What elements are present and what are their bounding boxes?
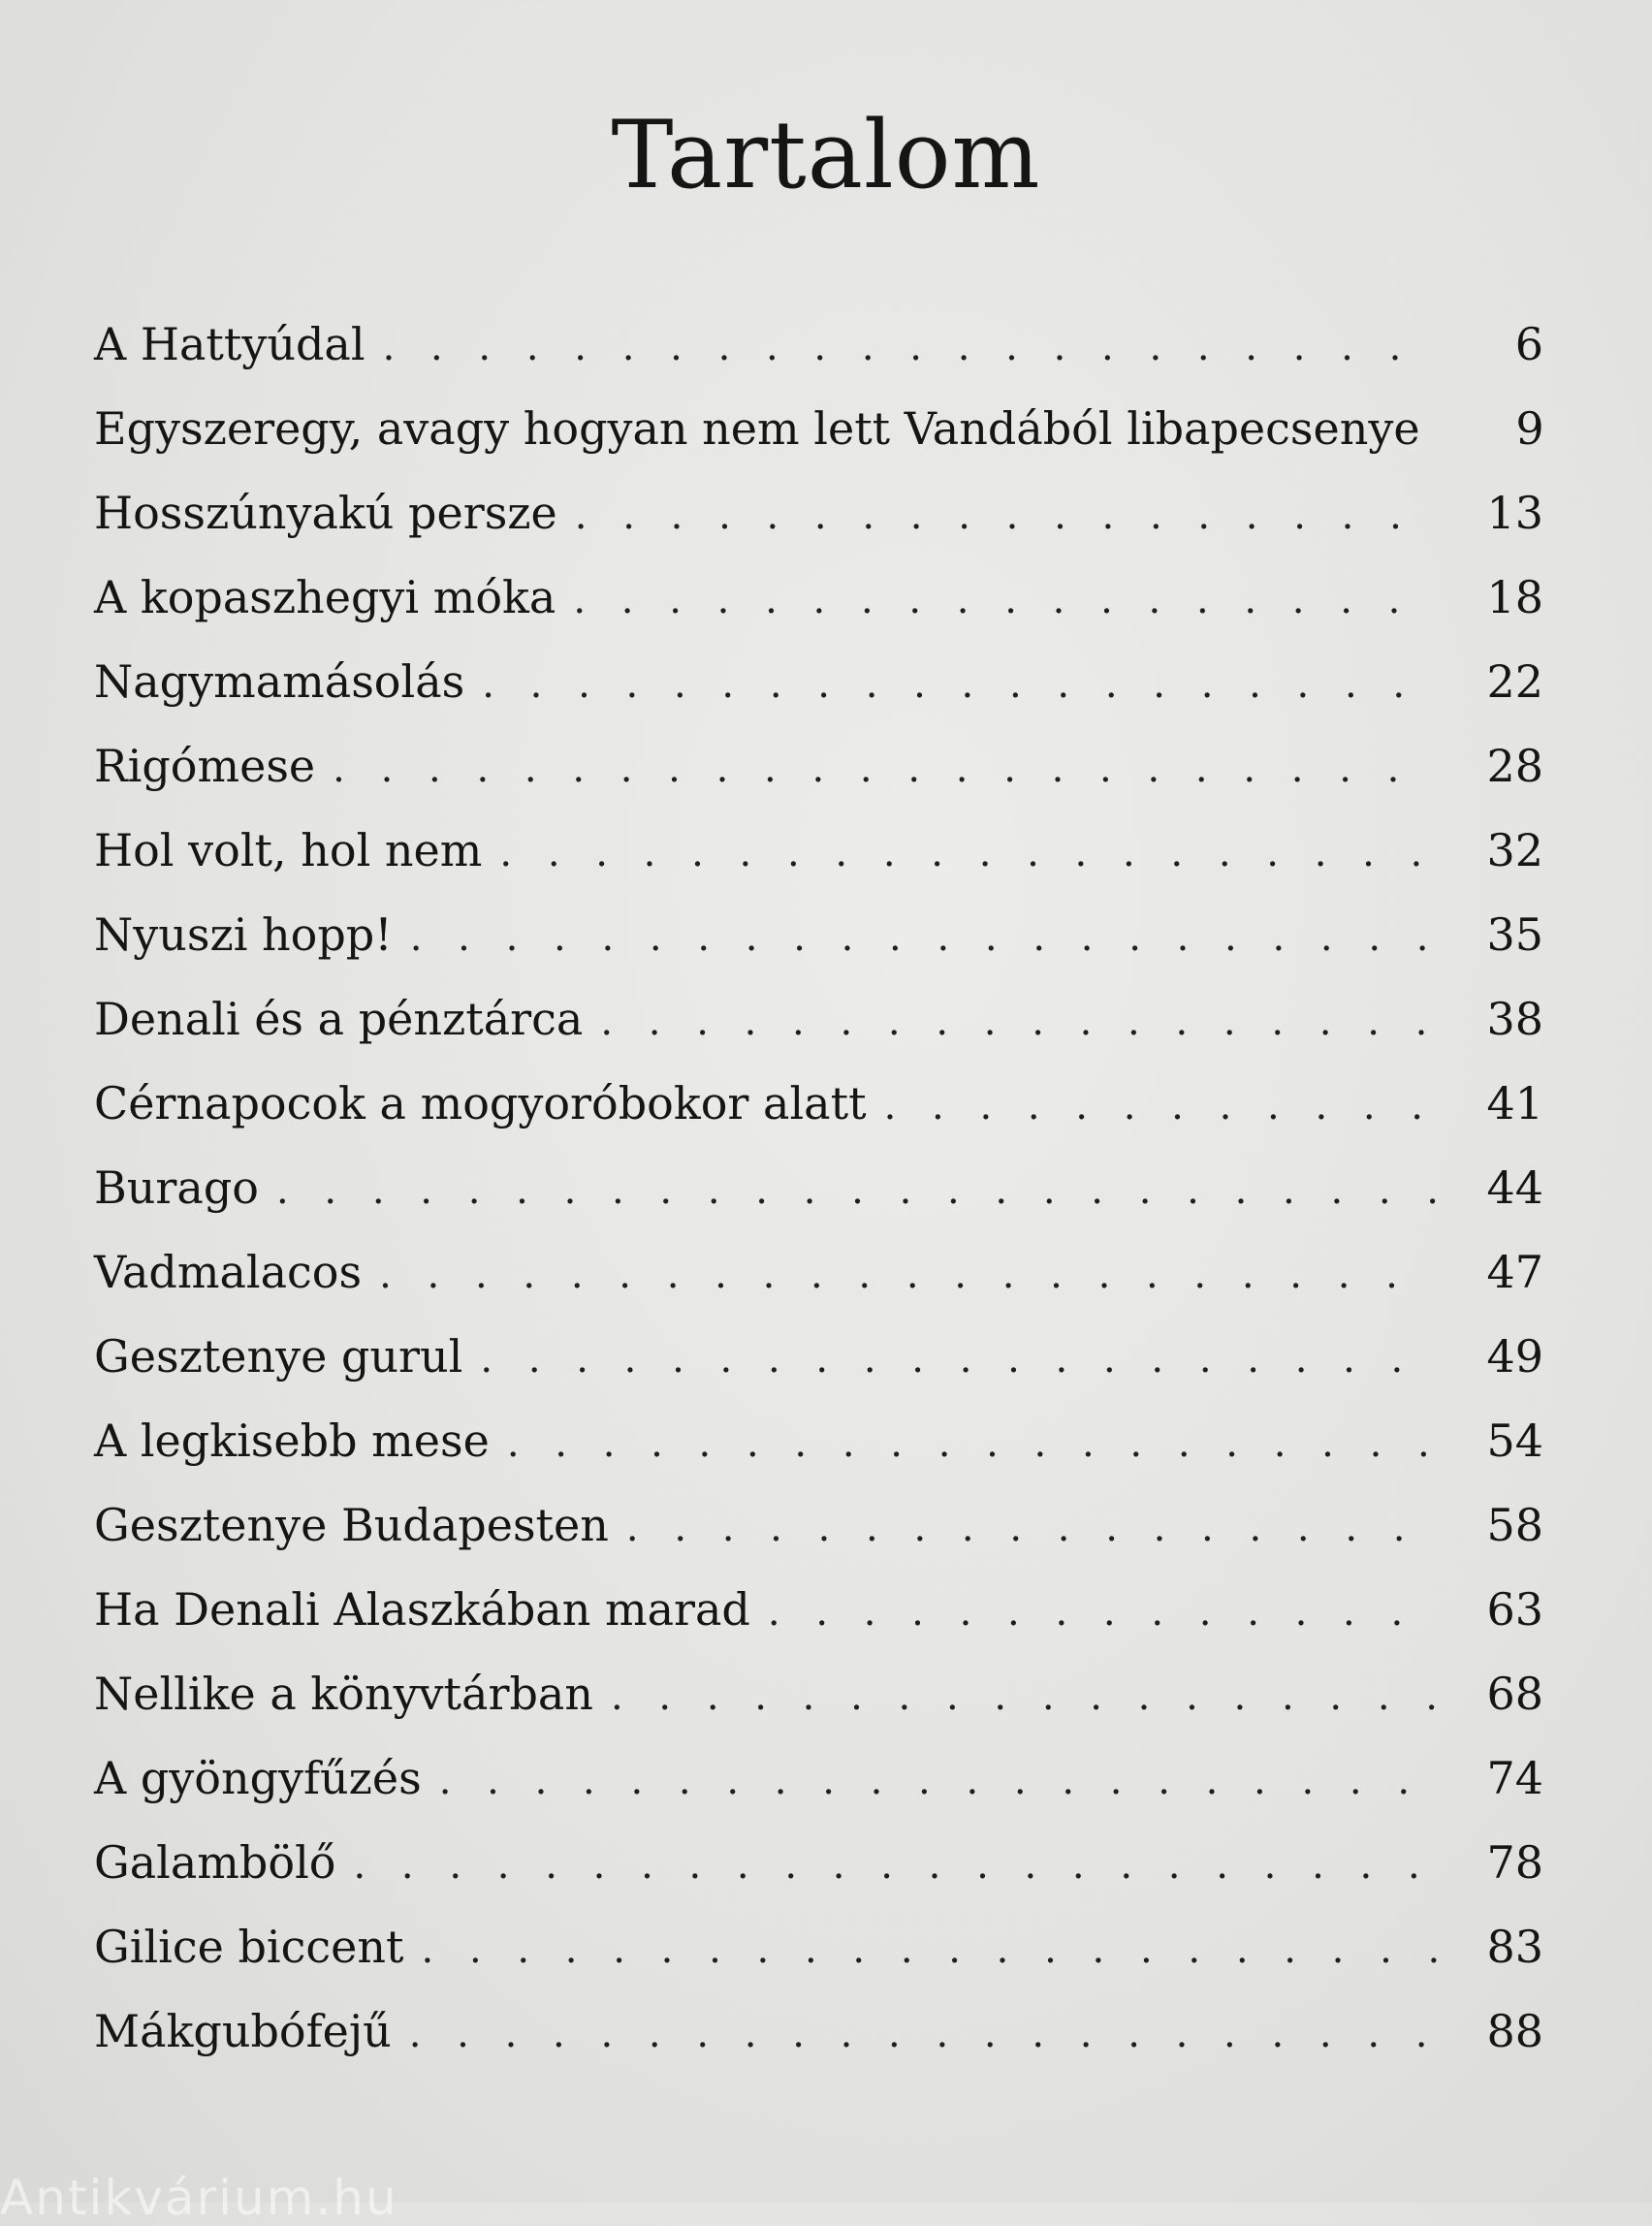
toc-dot-leader: [573, 558, 1437, 643]
toc-row: [94, 640, 1543, 724]
toc-row: [94, 809, 1543, 893]
toc-row: [94, 1736, 1543, 1821]
toc-dot-leader: [611, 1655, 1437, 1739]
toc-row: [94, 1821, 1543, 1905]
toc-dot-leader: [768, 1571, 1437, 1655]
toc-row: [94, 1399, 1543, 1483]
toc-dot-leader: [422, 1908, 1437, 1992]
toc-entry-title: Mákgubófejű: [94, 2005, 392, 2057]
toc-dot-leader: [353, 1824, 1437, 1908]
toc-row: [94, 302, 1543, 387]
toc-row: [94, 977, 1543, 1062]
page-title: Tartalom: [611, 101, 1041, 209]
toc-page-number: 78: [1486, 1836, 1543, 1889]
toc-row: [94, 1905, 1543, 1989]
toc-row: [94, 1146, 1543, 1230]
toc-page-number: 63: [1486, 1583, 1543, 1636]
toc-dot-leader: [410, 896, 1437, 980]
toc-page-number: 38: [1486, 993, 1543, 1045]
toc-entry-title: Denali és a pénztárca: [94, 993, 584, 1045]
toc-dot-leader: [480, 1318, 1437, 1402]
toc-page-number: 83: [1486, 1921, 1543, 1973]
toc-page-number: 22: [1486, 655, 1543, 708]
toc-dot-leader: [884, 1065, 1437, 1149]
toc-row: [94, 471, 1543, 556]
toc-entry-title: Nyuszi hopp!: [94, 908, 393, 961]
toc-entry-title: A legkisebb mese: [94, 1415, 490, 1467]
toc-row: [94, 893, 1543, 977]
toc-page-number: 58: [1486, 1499, 1543, 1551]
toc-entry-title: Vadmalacos: [94, 1246, 363, 1298]
toc-page-number: 6: [1514, 318, 1543, 370]
toc-row: [94, 1989, 1543, 2074]
watermark: Antikvárium.hu: [0, 2170, 398, 2226]
toc-page-number: 32: [1486, 824, 1543, 876]
toc-entry-title: Cérnapocok a mogyoróbokor alatt: [94, 1077, 867, 1129]
toc-page-number: 35: [1486, 908, 1543, 961]
toc-page-number: 88: [1486, 2005, 1543, 2057]
toc-page-number: 9: [1515, 402, 1544, 455]
toc-dot-leader: [626, 1486, 1437, 1571]
toc-row: [94, 1230, 1543, 1315]
toc-dot-leader: [600, 980, 1437, 1065]
toc-dot-leader: [276, 1149, 1437, 1233]
toc-page-number: 18: [1486, 571, 1543, 623]
toc-dot-leader: [439, 1739, 1437, 1824]
toc-row: [94, 387, 1543, 471]
toc-page-number: 74: [1486, 1752, 1543, 1804]
toc-page-number: 68: [1486, 1668, 1543, 1720]
toc-dot-leader: [507, 1402, 1437, 1486]
toc-row: [94, 1568, 1543, 1652]
toc-entry-title: Gesztenye gurul: [94, 1330, 463, 1383]
toc-page-number: 47: [1486, 1246, 1543, 1298]
toc-row: [94, 1062, 1543, 1146]
toc-dot-leader: [482, 643, 1437, 727]
toc-entry-title: Hosszúnyakú persze: [94, 487, 557, 539]
toc-entry-title: Hol volt, hol nem: [94, 824, 483, 876]
table-of-contents: [94, 302, 1543, 2074]
toc-page-number: 44: [1486, 1161, 1543, 1214]
toc-row: [94, 1652, 1543, 1736]
toc-page-number: 49: [1486, 1330, 1543, 1383]
toc-entry-title: Rigómese: [94, 740, 316, 792]
toc-dot-leader: [379, 1233, 1437, 1318]
toc-page-number: 54: [1486, 1415, 1543, 1467]
toc-entry-title: Nagymamásolás: [94, 655, 465, 708]
toc-page-number: 41: [1486, 1077, 1543, 1129]
toc-entry-title: Ha Denali Alaszkában marad: [94, 1583, 750, 1636]
toc-entry-title: Galambölő: [94, 1836, 336, 1889]
toc-dot-leader: [409, 1992, 1437, 2077]
toc-dot-leader: [333, 727, 1437, 811]
toc-page-number: 13: [1486, 487, 1543, 539]
toc-dot-leader: [575, 474, 1437, 558]
toc-entry-title: A Hattyúdal: [94, 318, 365, 370]
toc-entry-title: Burago: [94, 1161, 259, 1214]
toc-entry-title: A gyöngyfűzés: [94, 1752, 422, 1804]
toc-dot-leader: [383, 305, 1437, 390]
toc-row: [94, 1483, 1543, 1568]
toc-entry-title: A kopaszhegyi móka: [94, 571, 556, 623]
toc-dot-leader: [499, 811, 1437, 896]
toc-entry-title: Nellike a könyvtárban: [94, 1668, 593, 1720]
toc-entry-title: Egyszeregy, avagy hogyan nem lett Vandából libapecsenye: [94, 402, 1420, 455]
toc-page-number: 28: [1486, 740, 1543, 792]
toc-entry-title: Gilice biccent: [94, 1921, 404, 1973]
toc-row: [94, 1315, 1543, 1399]
toc-row: [94, 556, 1543, 640]
toc-row: [94, 724, 1543, 809]
toc-entry-title: Gesztenye Budapesten: [94, 1499, 609, 1551]
